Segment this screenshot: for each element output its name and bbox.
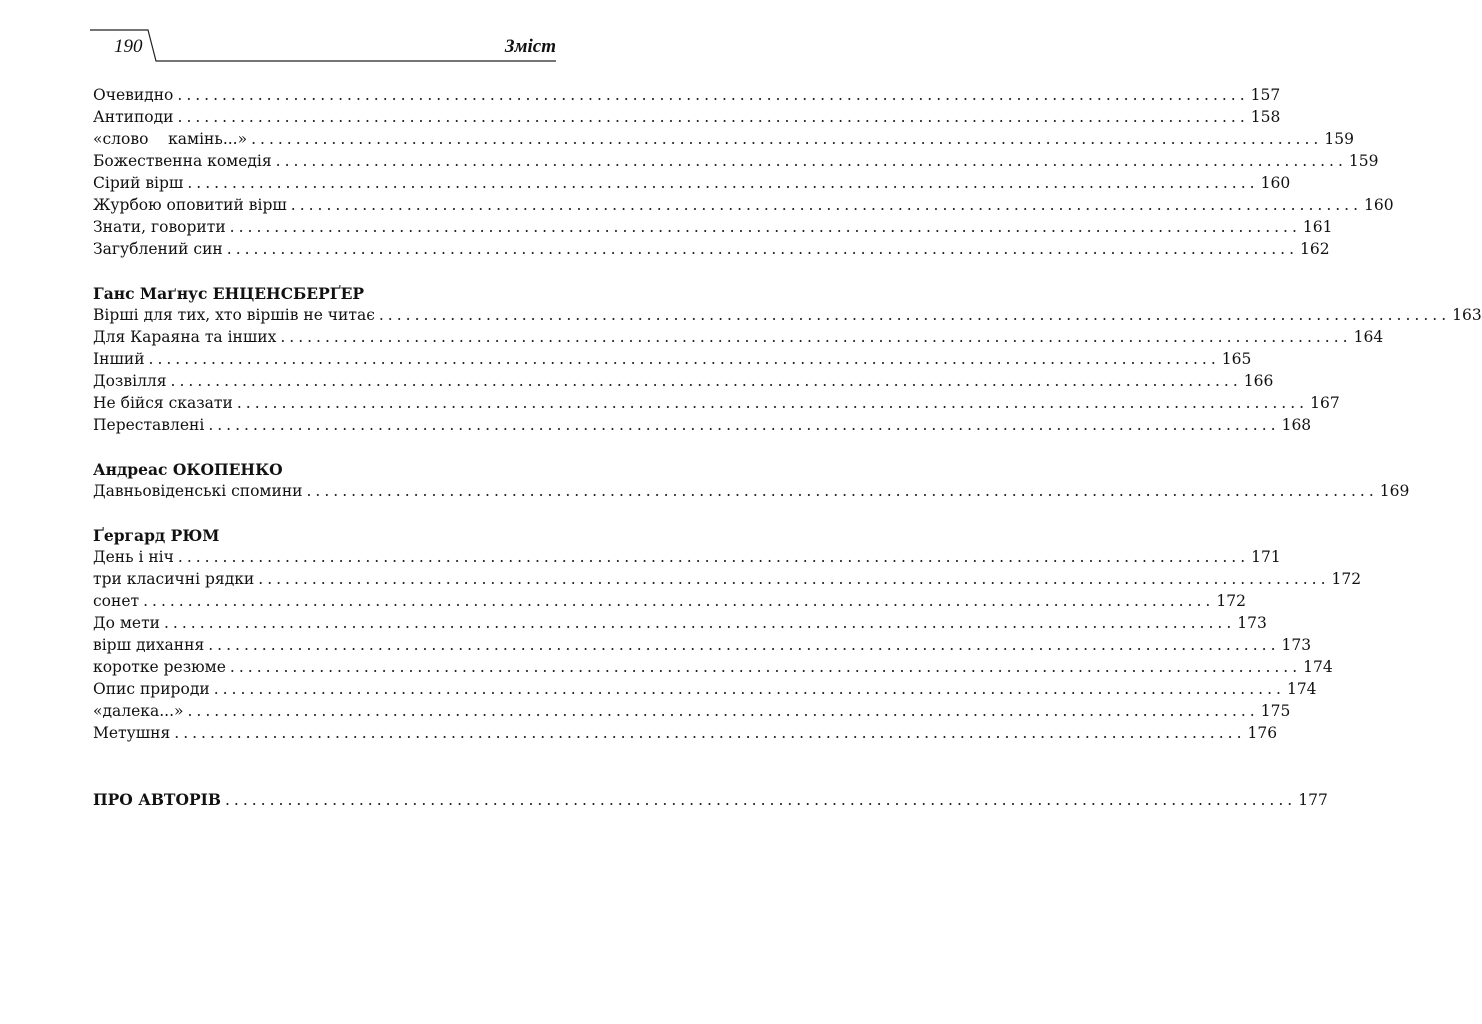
toc-entry[interactable]: сонет ........................................................................................................................ 172 xyxy=(93,592,1246,610)
toc-entry[interactable]: Давньовіденські спомини ........................................................................................................................ 169 xyxy=(93,482,1410,500)
toc-entry[interactable]: Знати, говорити ........................................................................................................................ 161 xyxy=(93,218,1333,236)
toc-entry[interactable]: Сірий вірш ........................................................................................................................ 160 xyxy=(93,174,1291,192)
toc-entry[interactable]: вірш дихання ........................................................................................................................ 173 xyxy=(93,636,1312,654)
toc-entry[interactable]: Журбою оповитий вірш ........................................................................................................................ 160 xyxy=(93,196,1394,214)
dot-leader: ........................................................................................................................ xyxy=(258,570,1330,588)
header-rule xyxy=(90,28,556,64)
dot-leader: ........................................................................................................................ xyxy=(280,328,1352,346)
dot-leader: ........................................................................................................................ xyxy=(208,636,1280,654)
toc-entry[interactable]: «слово камінь...» ........................................................................................................................ 159 xyxy=(93,130,1354,148)
dot-leader: ........................................................................................................................ xyxy=(177,548,1250,566)
dot-leader: ........................................................................................................................ xyxy=(177,86,1249,104)
toc-entry[interactable]: «далека...» ........................................................................................................................ 175 xyxy=(93,702,1291,720)
author-heading: Ганс Маґнус ЕНЦЕНСБЕРҐЕР xyxy=(93,284,365,303)
toc-entry[interactable]: Інший ........................................................................................................................ 165 xyxy=(93,350,1252,368)
author-heading: Ґергард РЮМ xyxy=(93,526,220,545)
author-heading: Андреас ОКОПЕНКО xyxy=(93,460,283,479)
dot-leader: ........................................................................................................................ xyxy=(226,240,1299,258)
toc-entry[interactable]: Опис природи ........................................................................................................................ 174 xyxy=(93,680,1317,698)
toc-entry[interactable]: три класичні рядки ........................................................................................................................ 172 xyxy=(93,570,1362,588)
dot-leader: ........................................................................................................................ xyxy=(208,416,1280,434)
dot-leader: ........................................................................................................................ xyxy=(213,680,1285,698)
dot-leader: ........................................................................................................................ xyxy=(229,218,1301,236)
toc-entry[interactable]: Переставлені ........................................................................................................................ 168 xyxy=(93,416,1312,434)
toc-entry-about-authors[interactable]: ПРО АВТОРІВ ........................................................................................................................ 177 xyxy=(93,790,1328,809)
dot-leader: ........................................................................................................................ xyxy=(251,130,1323,148)
dot-leader: ........................................................................................................................ xyxy=(187,702,1259,720)
dot-leader: ........................................................................................................................ xyxy=(174,724,1246,742)
toc-entry[interactable]: Для Караяна та інших ........................................................................................................................ 164 xyxy=(93,328,1384,346)
dot-leader: ........................................................................................................................ xyxy=(378,306,1451,324)
dot-leader: ........................................................................................................................ xyxy=(170,372,1242,390)
toc-entry[interactable]: Не бійся сказати ........................................................................................................................ 167 xyxy=(93,394,1340,412)
dot-leader: ........................................................................................................................ xyxy=(148,350,1220,368)
toc-entry[interactable]: Очевидно ........................................................................................................................ 157 xyxy=(93,86,1281,104)
page-header xyxy=(90,28,556,64)
toc-entry[interactable]: Метушня ........................................................................................................................ 176 xyxy=(93,724,1278,742)
toc-entry[interactable]: До мети ........................................................................................................................ 173 xyxy=(93,614,1267,632)
dot-leader: ........................................................................................................................ xyxy=(164,614,1236,632)
dot-leader: ........................................................................................................................ xyxy=(177,108,1249,126)
dot-leader: ........................................................................................................................ xyxy=(275,152,1347,170)
toc-entry[interactable]: Вірші для тих, хто віршів не читає ........................................................................................................................ 163 xyxy=(93,306,1482,324)
toc-entry[interactable]: Загублений син ........................................................................................................................ 162 xyxy=(93,240,1330,258)
table-of-contents xyxy=(93,86,1482,812)
section-title: Зміст xyxy=(504,36,556,57)
toc-entry[interactable]: День і ніч ........................................................................................................................ 171 xyxy=(93,548,1281,566)
toc-entry[interactable]: Дозвілля ........................................................................................................................ 166 xyxy=(93,372,1274,390)
dot-leader: ........................................................................................................................ xyxy=(306,482,1378,500)
toc-entry[interactable]: Божественна комедія ........................................................................................................................ 159 xyxy=(93,152,1379,170)
dot-leader: ........................................................................................................................ xyxy=(236,394,1309,412)
toc-entry[interactable]: коротке резюме ........................................................................................................................ 174 xyxy=(93,658,1333,676)
page-number: 190 xyxy=(114,36,143,57)
dot-leader: ........................................................................................................................ xyxy=(224,791,1297,809)
dot-leader: ........................................................................................................................ xyxy=(290,196,1363,214)
dot-leader: ........................................................................................................................ xyxy=(187,174,1259,192)
dot-leader: ........................................................................................................................ xyxy=(143,592,1215,610)
dot-leader: ........................................................................................................................ xyxy=(229,658,1302,676)
toc-entry[interactable]: Антиподи ........................................................................................................................ 158 xyxy=(93,108,1281,126)
